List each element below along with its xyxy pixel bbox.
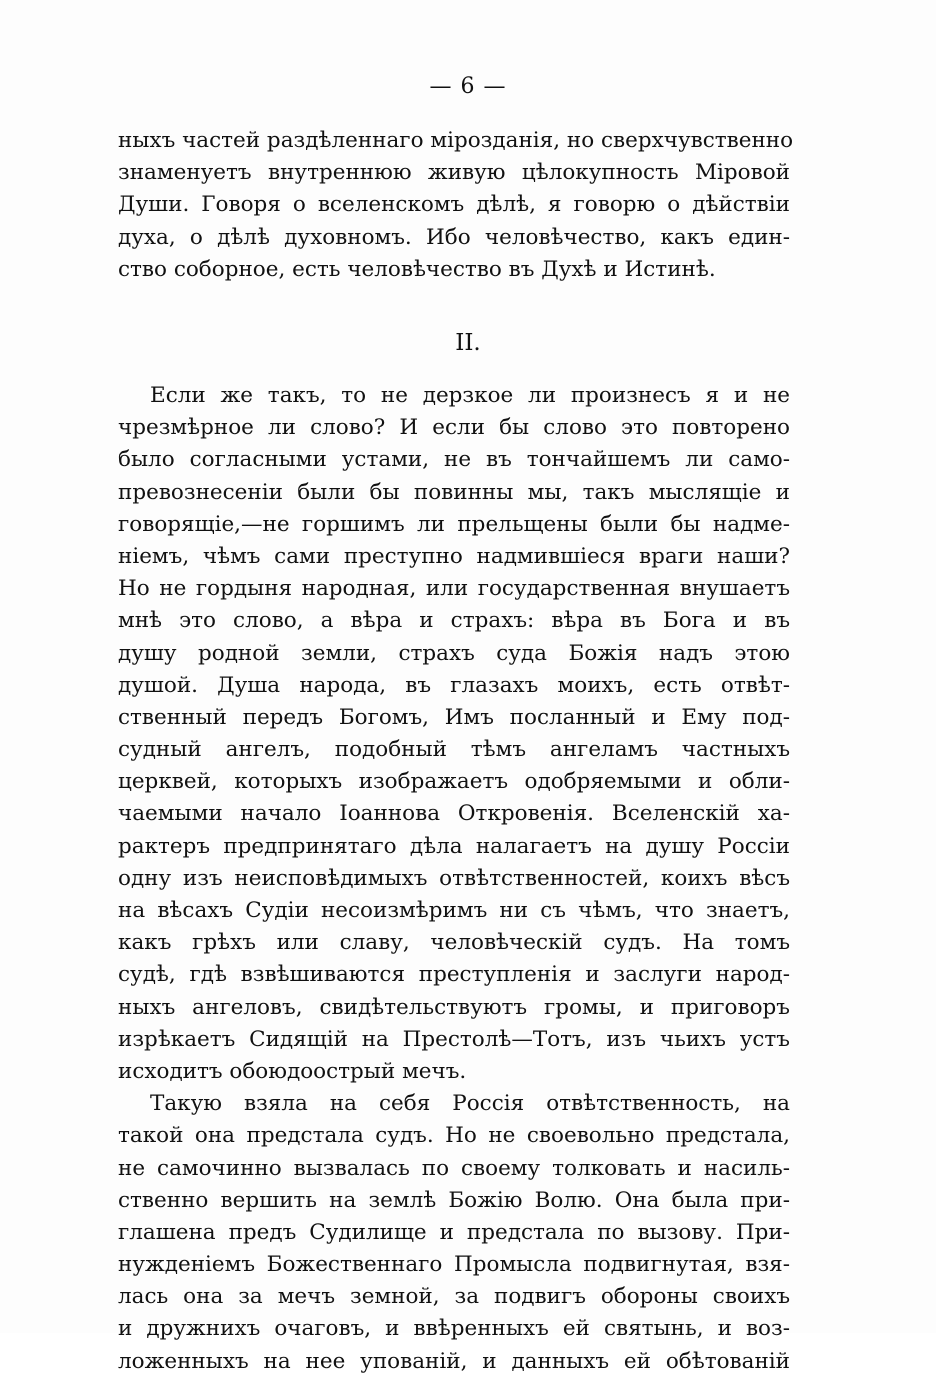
text-line: одну изъ неисповѣдимыхъ отвѣтственностей, коихъ вѣсъ	[118, 865, 790, 891]
text-line: такой она предстала судъ. Но не своевольно предстала,	[118, 1123, 790, 1149]
text-line: ныхъ ангеловъ, свидѣтельствуютъ громы, и приговоръ	[118, 994, 790, 1020]
text-line: изрѣкаетъ Сидящiй на Престолѣ—Тотъ, изъ чьихъ устъ	[118, 1026, 790, 1052]
text-line: ныхъ частей раздѣленнаго мiрозданiя, но сверхчувственно	[118, 128, 794, 153]
text-line: духа, о дѣлѣ духовномъ. Ибо человѣчество, какъ един-	[118, 224, 790, 250]
text-line: знаменуетъ внутреннюю живую цѣлокупность Мiровой	[118, 160, 790, 186]
text-line: чаемыми начало Iоаннова Откровенiя. Вселенскiй ха-	[118, 801, 790, 827]
text-line: не самочинно вызвалась по своему толковать и насиль-	[118, 1155, 790, 1181]
text-line: ственно вершить на землѣ Божiю Волю. Она была при-	[118, 1187, 790, 1213]
text-line: Души. Говоря о вселенскомъ дѣлѣ, я говорю о дѣйствiи	[118, 192, 790, 218]
text-line: на вѣсахъ Судiи несоизмѣримъ ни съ чѣмъ, что знаетъ,	[118, 898, 790, 923]
text-line: превознесенiи были бы повинны мы, такъ мыслящiе и	[118, 479, 790, 505]
text-line: судѣ, гдѣ взвѣшиваются преступленiя и заслуги народ-	[118, 962, 790, 988]
text-line: Но не гордыня народная, или государственная внушаетъ	[118, 576, 790, 602]
text-line: судный ангелъ, подобный тѣмъ ангеламъ частныхъ	[118, 737, 790, 763]
text-line: нiемъ, чѣмъ сами преступно надмившiеся враги наши?	[118, 543, 790, 569]
text-line: нужденiемъ Божественнаго Промысла подвигнутая, взя-	[118, 1252, 790, 1278]
text-line: и дружнихъ очаговъ, и ввѣренныхъ ей святынь, и воз-	[118, 1316, 790, 1342]
text-line: было согласными устами, не въ тончайшемъ ли само-	[118, 447, 790, 473]
section-body	[118, 380, 790, 1378]
text-line: церквей, которыхъ изображаетъ одобряемыми и обли-	[118, 769, 790, 795]
text-line: чрезмѣрное ли слово? И если бы слово это повторено	[118, 415, 790, 441]
text-line: какъ грѣхъ или славу, человѣческiй судъ. На томъ	[118, 930, 790, 956]
text-line: душой. Душа народа, въ глазахъ моихъ, есть отвѣт-	[118, 672, 790, 698]
page-number: — 6 —	[429, 74, 507, 99]
section-heading: II.	[455, 330, 481, 356]
text-line: ложенныхъ на нее упованiй, и данныхъ ей обѣтованiй	[118, 1348, 790, 1374]
text-line: Такую взяла на себя Россiя отвѣтственность, на	[150, 1091, 790, 1117]
text-line: ство соборное, есть человѣчество въ Духѣ и Истинѣ.	[118, 256, 716, 282]
text-line: Если же такъ, то не дерзкое ли произнесъ я и не	[150, 383, 790, 408]
text-line: говорящiе,—не горшимъ ли прельщены были бы надме-	[118, 511, 790, 537]
text-line: рактеръ предпринятаго дѣла налагаетъ на душу Россiи	[118, 833, 790, 859]
text-line: мнѣ это слово, а вѣра и страхъ: вѣра въ Бога и въ	[118, 608, 790, 634]
text-line: душу родной земли, страхъ суда Божiя надъ этою	[118, 640, 790, 666]
text-line: глашена предъ Судилище и предстала по вызову. При-	[118, 1219, 790, 1245]
text-line: ственный передъ Богомъ, Имъ посланный и Ему под-	[118, 704, 790, 730]
text-line: исходитъ обоюдоострый мечъ.	[118, 1058, 467, 1084]
text-line: лась она за мечъ земной, за подвигъ обороны своихъ	[118, 1284, 790, 1310]
intro-paragraph	[118, 125, 794, 286]
